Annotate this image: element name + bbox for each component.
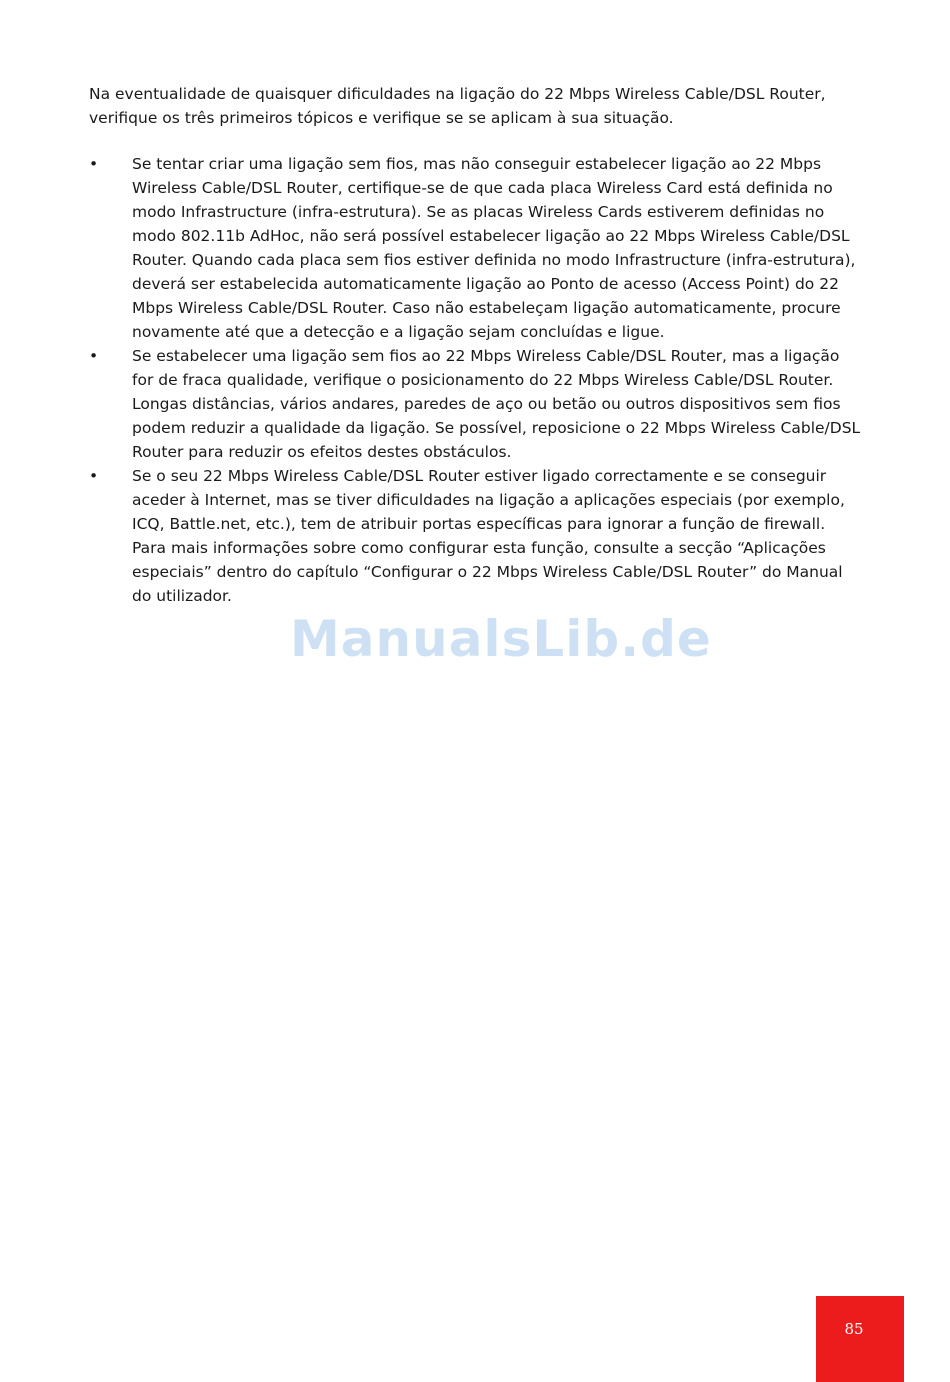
bullet-icon: •	[89, 155, 99, 173]
intro-paragraph: Na eventualidade de quaisquer dificuldades na ligação do 22 Mbps Wireless Cable/DSL Router, verifique os três primeiros tópicos e verifique se se aplicam à sua situação.	[89, 85, 826, 127]
list-item-text: Se tentar criar uma ligação sem fios, mas não conseguir estabelecer ligação ao 22 Mbps Wireless Cable/DSL Router, certifique-se de que cada placa Wireless Card está definida no modo Infrastructure (infra-estrutura). Se as placas Wireless Cards estiverem definidas no modo 802.11b AdHoc, não será possível estabelecer ligação ao 22 Mbps Wireless Cable/DSL Router. Quando cada placa sem fios estiver definida no modo Infrastructure (infra-estrutura), deverá ser estabelecida automaticamente ligação ao Ponto de acesso (Access Point) do 22 Mbps Wireless Cable/DSL Router. Caso não estabeleçam ligação automaticamente, procure novamente até que a detecção e a ligação sejam concluídas e ligue.	[132, 155, 856, 341]
page-number: 85	[844, 1320, 864, 1338]
list-item	[89, 464, 864, 608]
bullet-icon: •	[89, 347, 99, 365]
bullet-icon: •	[89, 467, 99, 485]
troubleshooting-list	[89, 152, 864, 608]
list-item-text: Se o seu 22 Mbps Wireless Cable/DSL Router estiver ligado correctamente e se conseguir aceder à Internet, mas se tiver dificuldades na ligação a aplicações especiais (por exemplo, ICQ, Battle.net, etc.), tem de atribuir portas específicas para ignorar a função de firewall. Para mais informações sobre como configurar esta função, consulte a secção “Aplicações especiais” dentro do capítulo “Configurar o 22 Mbps Wireless Cable/DSL Router” do Manual do utilizador.	[132, 467, 845, 605]
list-item	[89, 344, 864, 464]
list-item-text: Se estabelecer uma ligação sem fios ao 22 Mbps Wireless Cable/DSL Router, mas a ligação for de fraca qualidade, verifique o posicionamento do 22 Mbps Wireless Cable/DSL Router. Longas distâncias, vários andares, paredes de aço ou betão ou outros dispositivos sem fios podem reduzir a qualidade da ligação. Se possível, reposicione o 22 Mbps Wireless Cable/DSL Router para reduzir os efeitos destes obstáculos.	[132, 347, 861, 461]
watermark: ManualsLib.de	[290, 610, 712, 668]
list-item	[89, 152, 864, 344]
page-number-badge	[816, 1296, 904, 1382]
